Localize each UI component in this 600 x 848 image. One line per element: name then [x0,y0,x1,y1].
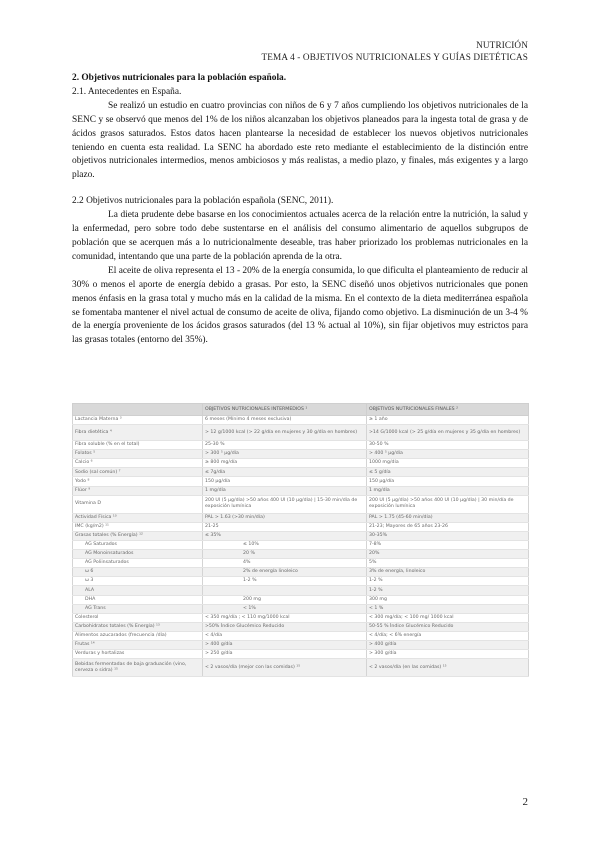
table-cell: > 300 g/día [367,650,529,659]
table-cell: 4% [203,559,367,568]
table-cell: Alimentos azucarados (frecuencia /día) [73,631,203,640]
table-cell: ≥ 800 mg/día [203,459,367,468]
header-topic: TEMA 4 - OBJETIVOS NUTRICIONALES Y GUÍAS DIETÉTICAS [261,51,528,62]
table-cell: 200 UI (5 µg/día) >50 años 400 UI (10 µg/día) | 15-30 min/día de exposición lumínica [203,495,367,513]
table-cell: > 400 g/día [367,640,529,649]
table-cell: 21-23; Mayores de 65 años 23-26 [367,522,529,531]
table-cell: Lactancia Materna ³ [73,416,203,425]
table-cell: >14 G/1000 kcal (> 25 g/día en mujeres y 35 g/día en hombres) [367,425,529,441]
header-subject: NUTRICIÓN [476,40,528,50]
table-cell: AG Monoinsaturados [73,550,203,559]
table-cell: 1-2 % [367,586,529,595]
objectives-table [72,403,529,677]
table-row [73,425,529,441]
subsection-title-objetivos: 2.2 Objetivos nutricionales para la población española (SENC, 2011). [72,196,334,207]
table-cell: ≤ 10% [203,540,367,549]
table-row [73,459,529,468]
table-row [73,522,529,531]
table-cell: 5% [367,559,529,568]
table-cell: Vitamina D [73,495,203,513]
table-cell: Sodio (sal común) ⁷ [73,468,203,477]
table-cell: 3% de energía, linoleico [367,568,529,577]
table-cell: ≤ 7g/día [203,468,367,477]
table-cell: > 400 g/día [203,640,367,649]
table-cell: 2% de energía linoleico [203,568,367,577]
table-header-cell [73,404,203,416]
table-cell: 21-25 [203,522,367,531]
page-number: 2 [522,796,528,808]
table-cell: 20 % [203,550,367,559]
page-header [262,40,529,63]
table-cell: Flúor ⁹ [73,486,203,495]
table-header-cell: OBJETIVOS NUTRICIONALES INTERMEDIOS ¹ [203,404,367,416]
table-cell: < 4/día; < 6% energía [367,631,529,640]
table-cell: ω 6 [73,568,203,577]
table-cell: Actividad Física ¹⁰ [73,513,203,522]
table-cell: ≤ 35% [203,531,367,540]
table-cell: > 250 g/día [203,650,367,659]
table-row [73,586,529,595]
table-cell: > 300 ⁵ µg/día [203,450,367,459]
section-title: 2. Objetivos nutricionales para la población española. [72,73,287,83]
table-row [73,559,529,568]
table-cell: 30-50 % [367,441,529,450]
table-cell: < 350 mg/día ; < 110 mg/1000 kcal [203,613,367,622]
table-cell: AG Trans [73,604,203,613]
table-row [73,631,529,640]
table-row [73,568,529,577]
table-cell: 1000 mg/día [367,459,529,468]
table-cell: 30-35% [367,531,529,540]
table-cell: 50-55 % Índice Glucémico Reducido [367,622,529,631]
table-cell: Yodo ⁸ [73,477,203,486]
table-cell: Bebidas fermentadas de baja graduación (vino, cerveza o sidra) ¹⁵ [73,659,203,677]
table-row [73,468,529,477]
paragraph-antecedentes: Se realizó un estudio en cuatro provincias con niños de 6 y 7 años cumpliendo los objetivos nutricionales de la SENC y se observó que menos del 1% de los niños alcanzaban los objetivos planeados para la ingesta total de grasa y de ácidos grasos saturados. Estos datos hacen plantearse la necesidad de establecer los nuevos objetivos nutricionales teniendo en cuenta esta realidad. La SENC ha abordado este reto mediante el establecimiento de la distinción entre objetivos nutricionales intermedios, menos ambiciosos y más realistas, a medio plazo, y finales, más exigentes y a largo plazo. [72,100,528,181]
table-cell: IMC (kg/m2) ¹¹ [73,522,203,531]
table-row [73,604,529,613]
table-cell: Colesterol [73,613,203,622]
table-row [73,477,529,486]
table-cell: 200 UI (5 µg/día) >50 años 400 UI (10 µg/día) | 30 min/día de exposición lumínica [367,495,529,513]
table-cell: PAL > 1.63 (>30 min/día) [203,513,367,522]
table-cell: < 2 vasos/día (en las comidas) ¹⁵ [367,659,529,677]
table-row [73,595,529,604]
table-row [73,441,529,450]
table-row [73,450,529,459]
table-cell: > 12 g/1000 kcal (> 22 g/día en mujeres y 30 g/día en hombres) [203,425,367,441]
table-row [73,531,529,540]
paragraph-aceite-oliva: El aceite de oliva representa el 13 - 20% de la energía consumida, lo que dificulta el planteamiento de reducir al 30% o menos el aporte de energía debido a grasas. Por esto, la SENC diseñó unos objetivos nutricionales que ponen menos énfasis en la grasa total y mucho más en la calidad de la misma. En el contexto de la dieta mediterránea española se fomentaba mantener el nivel actual de consumo de aceite de oliva, fijando como objetivo. La disminución de un 3-4 % de la energía proveniente de los ácidos grasos saturados (del 13 % actual al 10%), sin fijar objetivos muy estrictos para las grasas totales (entorno del 35%). [72,265,528,346]
table-cell: Verduras y hortalizas [73,650,203,659]
table-header-cell: OBJETIVOS NUTRICIONALES FINALES ² [367,404,529,416]
table-cell: AG Saturados [73,540,203,549]
table-cell: AG Poliinsaturados [73,559,203,568]
table-cell: < 1% [203,604,367,613]
table-row [73,495,529,513]
table-cell: ALA [73,586,203,595]
table-row [73,550,529,559]
table-row [73,659,529,677]
table-cell: 1 mg/día [203,486,367,495]
table-cell: >50% Índice Glucémico Reducido [203,622,367,631]
table-cell: 6 meses (Mínimo 4 meses exclusiva) [203,416,367,425]
table-cell: < 300 mg/día; < 100 mg/ 1000 kcal [367,613,529,622]
table-header-row [73,404,529,416]
table-cell: 25-30 % [203,441,367,450]
table-cell: < 2 vasos/día (mejor con las comidas) ¹⁵ [203,659,367,677]
table-cell: Folatos ⁵ [73,450,203,459]
table-cell: 1 mg/día [367,486,529,495]
table-row [73,513,529,522]
table-row [73,622,529,631]
table-cell: Fibra soluble (% en el total) [73,441,203,450]
table-cell: Frutas ¹⁴ [73,640,203,649]
table-cell: 1-2 % [203,577,367,586]
table-cell: Carbohidratos totales (% Energía) ¹³ [73,622,203,631]
table-cell: < 1 % [367,604,529,613]
table-cell: 150 µg/día [367,477,529,486]
paragraph-dieta-prudente: La dieta prudente debe basarse en los conocimientos actuales acerca de la relación entre la nutrición, la salud y la enfermedad, pero sobre todo debe sustentarse en el análisis del consumo alimentario de aquellos subgrupos de población que se acerquen más a lo nutricionalmente deseable, tras haber priorizado los problemas nutricionales en la comunidad, intentando que una parte de la población aprenda de la otra. [72,210,528,262]
table-cell: ≥ 1 año [367,416,529,425]
subsection-title-antecedentes: 2.1. Antecedentes en España. [72,86,182,97]
table-cell: 200 mg [203,595,367,604]
table-cell: Fibra dietética ⁴ [73,425,203,441]
table-cell: DHA [73,595,203,604]
table-cell [203,586,367,595]
table-cell: Grasas totales (% Energía) ¹² [73,531,203,540]
table-cell: < 4/día [203,631,367,640]
table-row [73,613,529,622]
table-cell: 20% [367,550,529,559]
table-cell: PAL > 1.75 (45-60 min/día) [367,513,529,522]
table-cell: 300 mg [367,595,529,604]
table-cell: Calcio ⁶ [73,459,203,468]
table-cell: ≤ 5 g/día [367,468,529,477]
table-row [73,540,529,549]
table-cell: 1-2 % [367,577,529,586]
table-row [73,650,529,659]
table-row [73,416,529,425]
document-body [72,72,528,348]
table-row [73,640,529,649]
table-cell: 150 µg/día [203,477,367,486]
table-cell: > 400 ⁵ µg/día [367,450,529,459]
table-cell: ω 3 [73,577,203,586]
table-cell: 7-8% [367,540,529,549]
table-row [73,577,529,586]
table-row [73,486,529,495]
